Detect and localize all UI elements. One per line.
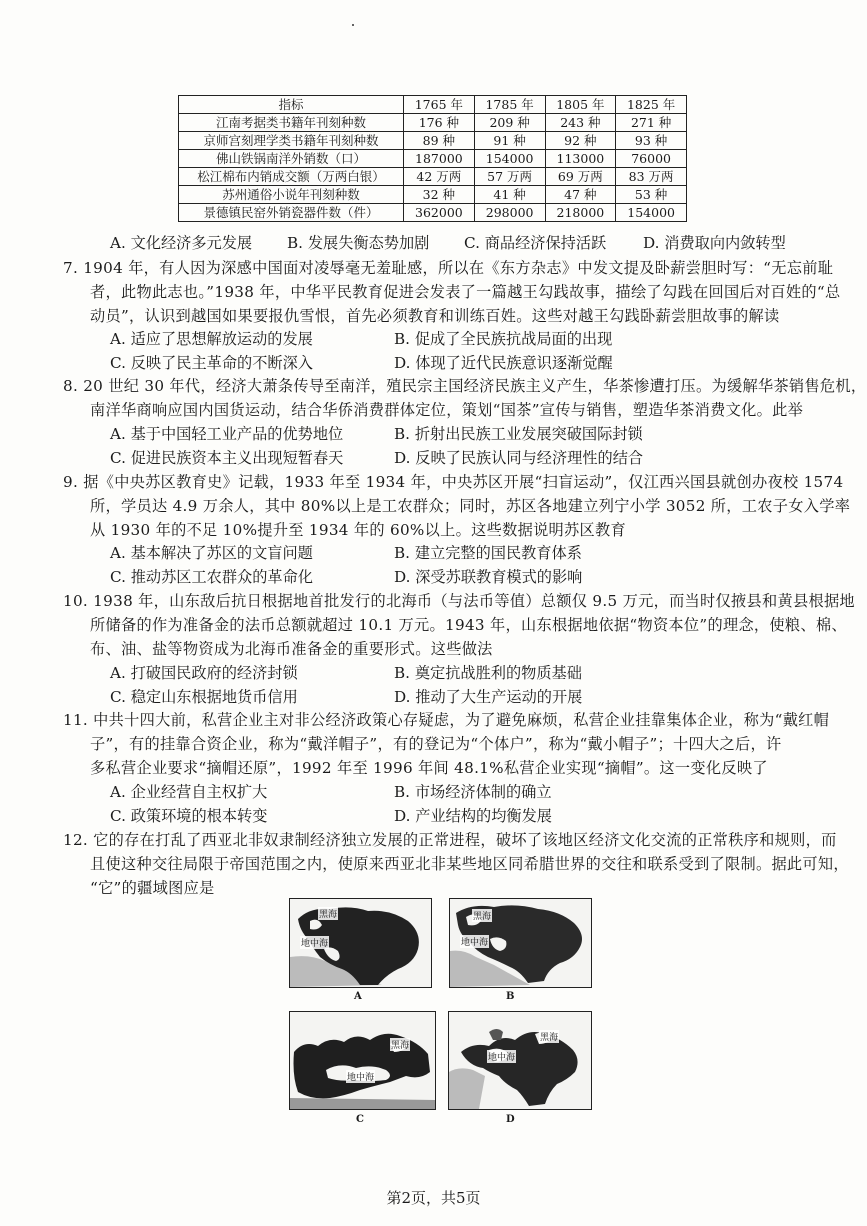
table-cell: 42 万两 [404,168,475,186]
table-cell: 53 种 [616,186,687,204]
q9-stem-line: 9. 据《中央苏区教育史》记载，1933 年至 1934 年，中央苏区开展“扫盲运动”，仅江西兴国县就创办夜校 1574 [63,473,844,491]
q12-stem-line: “它”的疆域图应是 [90,879,215,897]
map-b-label-mediterranean: 地中海 [460,935,489,948]
q7-stem-line: 者，此物此志也。”1938 年，中华平民教育促进会发表了一篇越王勾践故事，描绘了勾践在回国后对百姓的“总 [90,283,841,301]
table-header-cell: 1765 年 [404,96,475,114]
q11-stem-line: 11. 中共十四大前，私营企业主对非公经济政策心存疑虑，为了避免麻烦，私营企业挂靠集体企业，称为“戴红帽 [63,711,830,729]
table-cell: 景德镇民窑外销瓷器件数（件） [179,204,404,222]
map-d-drawing [449,1012,591,1109]
table-cell: 154000 [616,204,687,222]
q6-option-c[interactable]: C. 商品经济保持活跃 [464,234,607,252]
q6-option-d[interactable]: D. 消费取向内敛转型 [643,234,786,252]
q12-stem-line: 且使这种交往局限于帝国范围之内，使原来西亚北非某些地区同希腊世界的交往和联系受到了限制。据此可知， [90,855,849,873]
q11-option-b[interactable]: B. 市场经济体制的确立 [394,783,552,801]
q10-stem-line: 所储备的作为准备金的法币总额就超过 10.1 万元。1943 年，山东根据地依据“物资本位”的理念，使粮、棉、 [90,616,847,634]
map-c-label-mediterranean: 地中海 [346,1070,375,1083]
table-cell: 92 种 [545,132,616,150]
q11-stem-line: 子”，有的挂靠合资企业，称为“戴洋帽子”，有的登记为“个体户”，称为“戴小帽子”；十四大之后，许 [90,735,782,753]
table-cell: 89 种 [404,132,475,150]
q10-stem-line: 10. 1938 年，山东敌后抗日根据地首批发行的北海币（与法币等值）总额仅 9.5 万元，而当时仅掖县和黄县根据地 [63,592,855,610]
map-c-caption: C [356,1114,364,1125]
scan-dot [352,24,354,26]
table-row [179,168,687,186]
q8-option-a[interactable]: A. 基于中国轻工业产品的优势地位 [110,425,344,443]
q8-stem-line: 8. 20 世纪 30 年代，经济大萧条传导至南洋，殖民宗主国经济民族主义产生，华茶惨遭打压。为缓解华茶销售危机， [63,377,867,395]
map-b-label-black-sea: 黑海 [472,909,492,922]
q7-stem-line: 动员”，认识到越国如果要报仇雪恨，首先必须教育和训练百姓。这些对越王勾践卧薪尝胆故事的解读 [90,307,780,325]
data-table [178,95,687,222]
map-d-label-mediterranean: 地中海 [487,1050,516,1063]
table-cell: 47 种 [545,186,616,204]
table-cell: 91 种 [474,132,545,150]
q9-stem-line: 所，学员达 4.9 万余人，其中 80%以上是工农群众；同时，苏区各地建立列宁小学 3052 所，工农子女入学率 [90,497,851,515]
map-d-label-black-sea: 黑海 [539,1030,559,1043]
table-cell: 京师宫刻理学类书籍年刊刻种数 [179,132,404,150]
q10-option-b[interactable]: B. 奠定抗战胜利的物质基础 [394,664,582,682]
table-cell: 271 种 [616,114,687,132]
table-cell: 218000 [545,204,616,222]
table-header-row [179,96,687,114]
q11-stem-line: 多私营企业要求“摘帽还原”，1992 年至 1996 年间 48.1%私营企业实现“摘帽”。这一变化反映了 [90,759,768,777]
map-option-c[interactable] [289,1011,436,1110]
table-cell: 69 万两 [545,168,616,186]
q8-option-b[interactable]: B. 折射出民族工业发展突破国际封锁 [394,425,643,443]
map-option-b[interactable] [449,898,592,988]
map-c-label-black-sea: 黑海 [390,1038,410,1051]
table-row [179,186,687,204]
q9-option-b[interactable]: B. 建立完整的国民教育体系 [394,544,582,562]
table-cell: 154000 [474,150,545,168]
q7-option-d[interactable]: D. 体现了近代民族意识逐渐觉醒 [394,354,613,372]
table-cell: 83 万两 [616,168,687,186]
q6-option-a[interactable]: A. 文化经济多元发展 [110,234,253,252]
table-header-cell: 1805 年 [545,96,616,114]
map-a-caption: A [354,991,362,1002]
q8-stem-line: 南洋华商响应国内国货运动，结合华侨消费群体定位，策划“国茶”宣传与销售，塑造华茶消费文化。此举 [90,401,804,419]
q9-option-a[interactable]: A. 基本解决了苏区的文盲问题 [110,544,313,562]
table-cell: 江南考据类书籍年刊刻种数 [179,114,404,132]
table-cell: 362000 [404,204,475,222]
map-option-d[interactable] [448,1011,592,1110]
table-cell: 57 万两 [474,168,545,186]
q7-stem-line: 7. 1904 年，有人因为深感中国面对凌辱毫无羞耻感，所以在《东方杂志》中发文提及卧薪尝胆时写：“无忘前耻 [63,259,834,277]
table-row [179,204,687,222]
table-cell: 209 种 [474,114,545,132]
table-header-cell: 1785 年 [474,96,545,114]
table-row [179,114,687,132]
table-cell: 298000 [474,204,545,222]
map-c-drawing [290,1012,435,1109]
q8-option-c[interactable]: C. 促进民族资本主义出现短暂春天 [110,449,344,467]
q7-option-c[interactable]: C. 反映了民主革命的不断深入 [110,354,313,372]
table-cell: 93 种 [616,132,687,150]
q9-option-d[interactable]: D. 深受苏联教育模式的影响 [394,568,583,586]
table-row [179,150,687,168]
page-number: 第2页，共5页 [386,1189,481,1207]
q6-option-b[interactable]: B. 发展失衡态势加剧 [287,234,430,252]
table-cell: 76000 [616,150,687,168]
table-cell: 113000 [545,150,616,168]
table-cell: 176 种 [404,114,475,132]
table-cell: 243 种 [545,114,616,132]
q8-option-d[interactable]: D. 反映了民族认同与经济理性的结合 [394,449,644,467]
map-a-label-mediterranean: 地中海 [300,936,329,949]
table-cell: 32 种 [404,186,475,204]
table-header-cell: 指标 [179,96,404,114]
q11-option-c[interactable]: C. 政策环境的根本转变 [110,807,268,825]
q10-stem-line: 布、油、盐等物资成为北海币准备金的重要形式。这些做法 [90,640,493,658]
map-b-caption: B [506,991,515,1002]
q10-option-a[interactable]: A. 打破国民政府的经济封锁 [110,664,298,682]
table-cell: 佛山铁锅南洋外销数（口） [179,150,404,168]
q11-option-a[interactable]: A. 企业经营自主权扩大 [110,783,268,801]
table-cell: 苏州通俗小说年刊刻种数 [179,186,404,204]
q10-option-d[interactable]: D. 推动了大生产运动的开展 [394,688,583,706]
table-cell: 41 种 [474,186,545,204]
q12-stem-line: 12. 它的存在打乱了西亚北非奴隶制经济独立发展的正常进程，破坏了该地区经济文化交流的正常秩序和规则，而 [63,831,837,849]
map-option-a[interactable] [289,898,432,988]
map-a-label-black-sea: 黑海 [318,907,338,920]
table-cell: 187000 [404,150,475,168]
table-cell: 松江棉布内销成交额（万两白银） [179,168,404,186]
q9-option-c[interactable]: C. 推动苏区工农群众的革命化 [110,568,313,586]
table-row [179,132,687,150]
q7-option-b[interactable]: B. 促成了全民族抗战局面的出现 [394,330,613,348]
q7-option-a[interactable]: A. 适应了思想解放运动的发展 [110,330,313,348]
map-d-caption: D [506,1114,515,1125]
q9-stem-line: 从 1930 年的不足 10%提升至 1934 年的 60%以上。这些数据说明苏区教育 [90,521,626,539]
table-header-cell: 1825 年 [616,96,687,114]
q10-option-c[interactable]: C. 稳定山东根据地货币信用 [110,688,298,706]
q11-option-d[interactable]: D. 产业结构的均衡发展 [394,807,552,825]
